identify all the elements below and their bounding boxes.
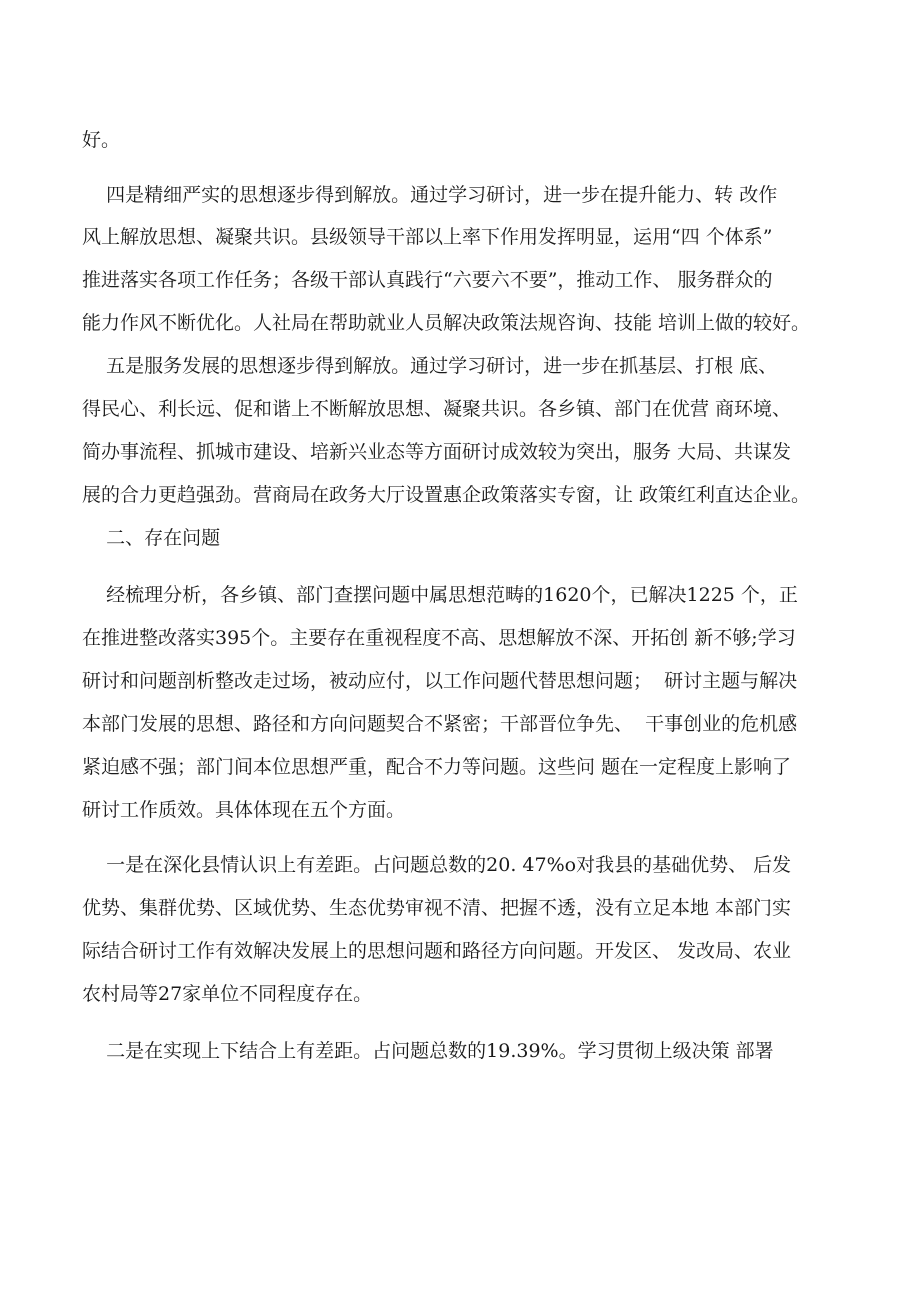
text-line: 研讨工作质效。具体体现在五个方面。 [82,799,406,821]
text-line: 二、存在问题 [82,527,221,549]
text-line: 经梳理分析，各乡镇、部门查摆问题中属思想范畴的1620个，已解决1225 个，正 [82,584,798,606]
text-line: 四是精细严实的思想逐步得到解放。通过学习研讨，进一步在提升能力、转 改作 [82,184,778,206]
text-line: 简办事流程、抓城市建设、培新兴业态等方面研讨成效较为突出，服务 大局、共谋发 [82,441,792,463]
text-line: 得民心、利长远、促和谐上不断解放思想、凝聚共识。各乡镇、部门在优营 商环境、 [82,398,792,420]
text-line: 本部门发展的思想、路径和方向问题契合不紧密；干部晋位争先、 干事创业的危机感 [82,713,798,735]
text-line: 好。 [82,129,121,151]
text-line: 展的合力更趋强劲。营商局在政务大厅设置惠企政策落实专窗，让 政策红利直达企业。 [82,484,811,506]
text-line: 五是服务发展的思想逐步得到解放。通过学习研讨，进一步在抓基层、打根 底、 [82,355,778,377]
text-line: 一是在深化县情认识上有差距。占问题总数的20. 47%o对我县的基础优势、 后发 [82,854,792,876]
text-line: 风上解放思想、凝聚共识。县级领导干部以上率下作用发挥明显，运用“四 个体系” [82,226,773,248]
text-line: 在推进整改落实395个。主要存在重视程度不高、思想解放不深、开拓创 新不够;学习 [82,627,796,649]
text-line: 推进落实各项工作任务；各级干部认真践行“六要六不要”，推动工作、 服务群众的 [82,269,773,291]
text-line: 研讨和问题剖析整改走过场，被动应付，以工作问题代替思想问题； 研讨主题与解决 [82,670,798,692]
text-line: 农村局等27家单位不同程度存在。 [82,983,373,1005]
text-line: 二是在实现上下结合上有差距。占问题总数的19.39%。学习贯彻上级决策 部署 [82,1040,774,1062]
text-line: 际结合研讨工作有效解决发展上的思想问题和路径方向问题。开发区、 发改局、农业 [82,940,792,962]
text-line: 紧迫感不强；部门间本位思想严重，配合不力等问题。这些问 题在一定程度上影响了 [82,756,792,778]
text-line: 能力作风不断优化。人社局在帮助就业人员解决政策法规咨询、技能 培训上做的较好。 [82,312,811,334]
text-line: 优势、集群优势、区域优势、生态优势审视不清、把握不透，没有立足本地 本部门实 [82,897,792,919]
